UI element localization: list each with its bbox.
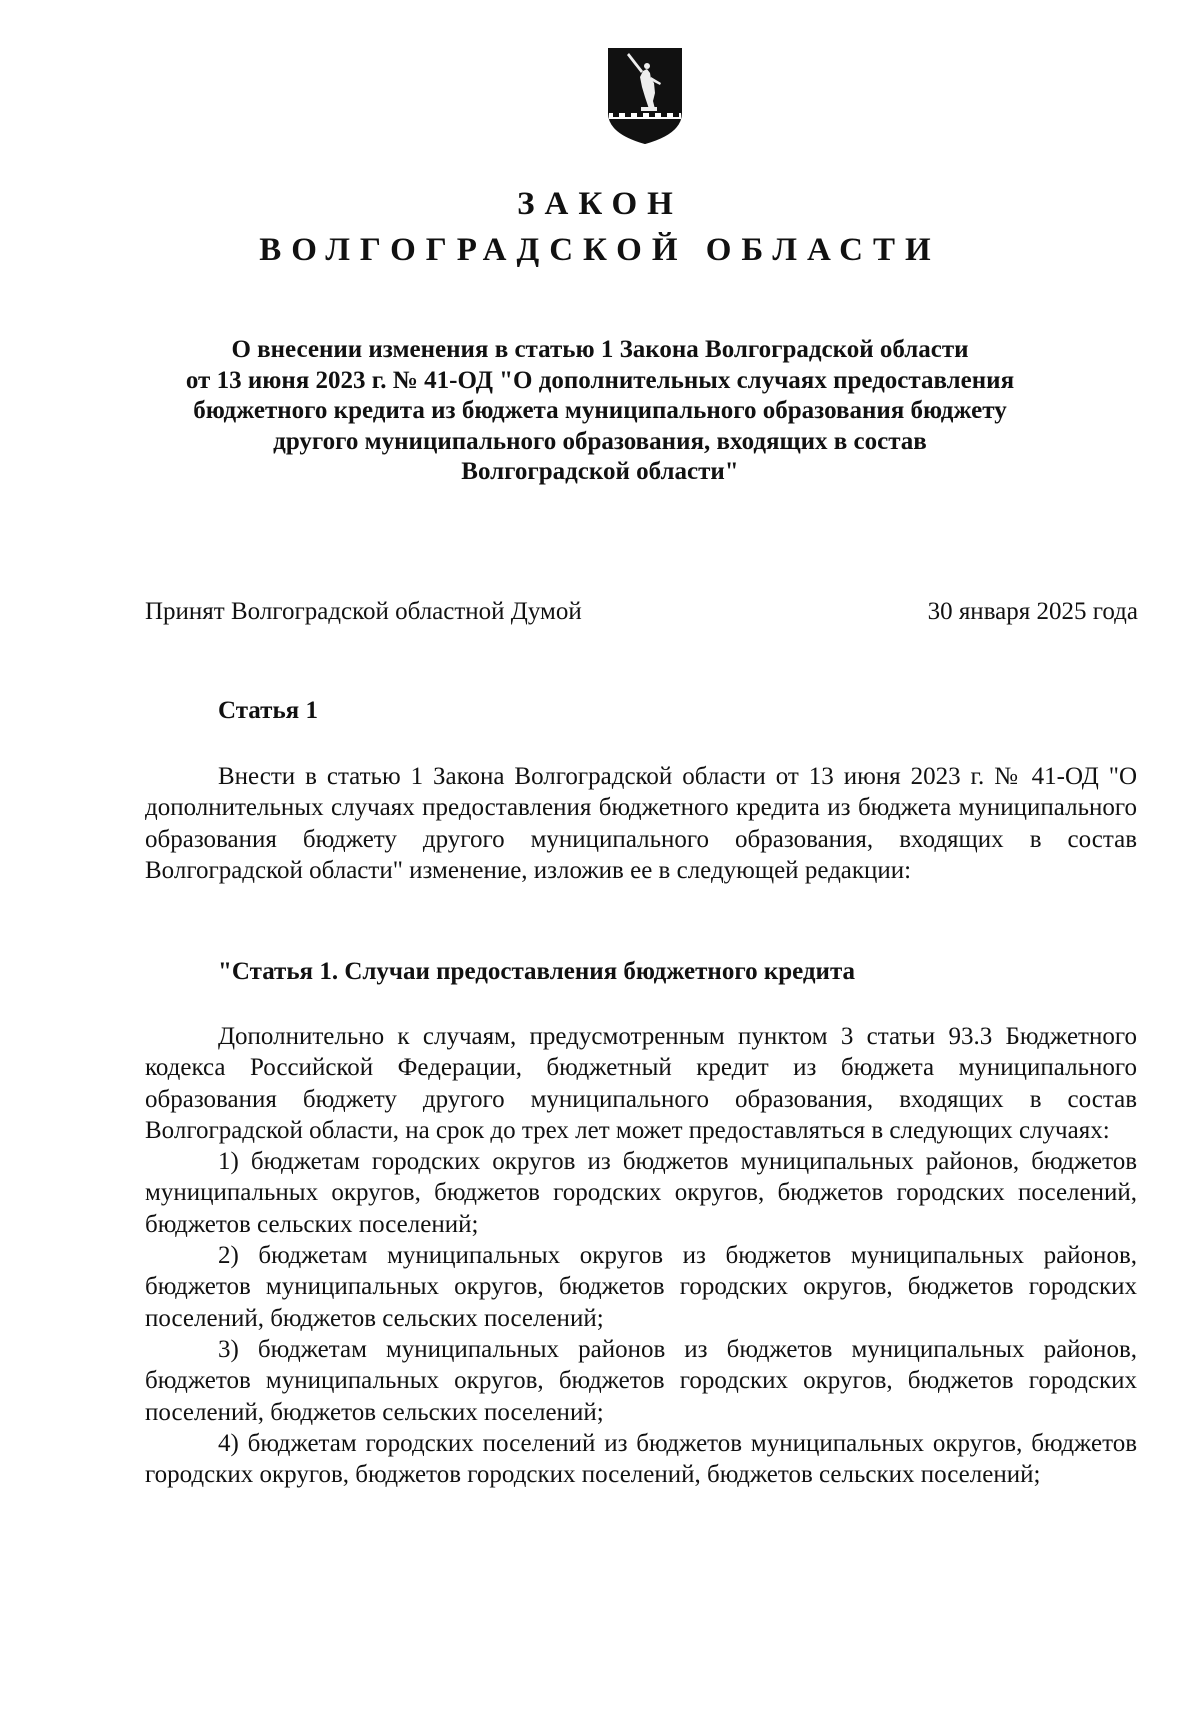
- subject-line: Волгоградской области": [461, 458, 739, 485]
- list-item: 3) бюджетам муниципальных районов из бюджетов муниципальных районов, бюджетов муниципальных округов, бюджетов городских округов, бюджетов городских поселений, бюджетов сельских поселений;: [145, 1335, 1137, 1426]
- article-body: [145, 1021, 1137, 1490]
- subject-line: от 13 июня 2023 г. № 41-ОД "О дополнительных случаях предоставления: [185, 366, 1015, 394]
- law-subject: [140, 335, 1060, 488]
- list-item: 4) бюджетам городских поселений из бюджетов муниципальных округов, бюджетов городских округов, бюджетов городских поселений, бюджетов сельских поселений;: [145, 1429, 1137, 1489]
- volgograd-coat-of-arms-icon: [607, 47, 683, 145]
- law-title: ЗАКОН: [517, 186, 683, 222]
- main-paragraph: Дополнительно к случаям, предусмотренным пунктом 3 статьи 93.3 Бюджетного кодекса Российской Федерации, бюджетный кредит из бюджета муниципального образования бюджету другого муниципального образования, входящих в состав Волгоградской области, на срок до трех лет может предоставляться в следующих случаях:: [145, 1023, 1137, 1144]
- subject-line: О внесении изменения в статью 1 Закона Волгоградской области: [231, 336, 969, 363]
- region-title: ВОЛГОГРАДСКОЙ ОБЛАСТИ: [259, 232, 941, 268]
- article-heading: Статья 1: [218, 697, 318, 724]
- adoption-date: 30 января 2025 года: [927, 598, 1138, 625]
- list-item: 1) бюджетам городских округов из бюджетов муниципальных районов, бюджетов муниципальных округов, бюджетов городских округов, бюджетов городских поселений, бюджетов сельских поселений;: [145, 1148, 1137, 1238]
- subject-line: бюджетного кредита из бюджета муниципального образования бюджету: [193, 397, 1007, 424]
- list-item: 2) бюджетам муниципальных округов из бюджетов муниципальных районов, бюджетов муниципальных округов, бюджетов городских округов, бюджетов городских поселений, бюджетов сельских поселений;: [145, 1242, 1137, 1332]
- quoted-article-heading: "Статья 1. Случаи предоставления бюджетного кредита: [218, 958, 856, 985]
- adopted-by: Принят Волгоградской областной Думой: [145, 598, 582, 625]
- article-intro-paragraph: Внести в статью 1 Закона Волгоградской области от 13 июня 2023 г. № 41-ОД "О дополнительных случаях предоставления бюджетного кредита из бюджета муниципального образования бюджету другого муниципального образования, входящих в состав Волгоградской области" изменение, изложив ее в следующей редакции:: [145, 763, 1137, 884]
- subject-line: другого муниципального образования, входящих в состав: [273, 427, 927, 455]
